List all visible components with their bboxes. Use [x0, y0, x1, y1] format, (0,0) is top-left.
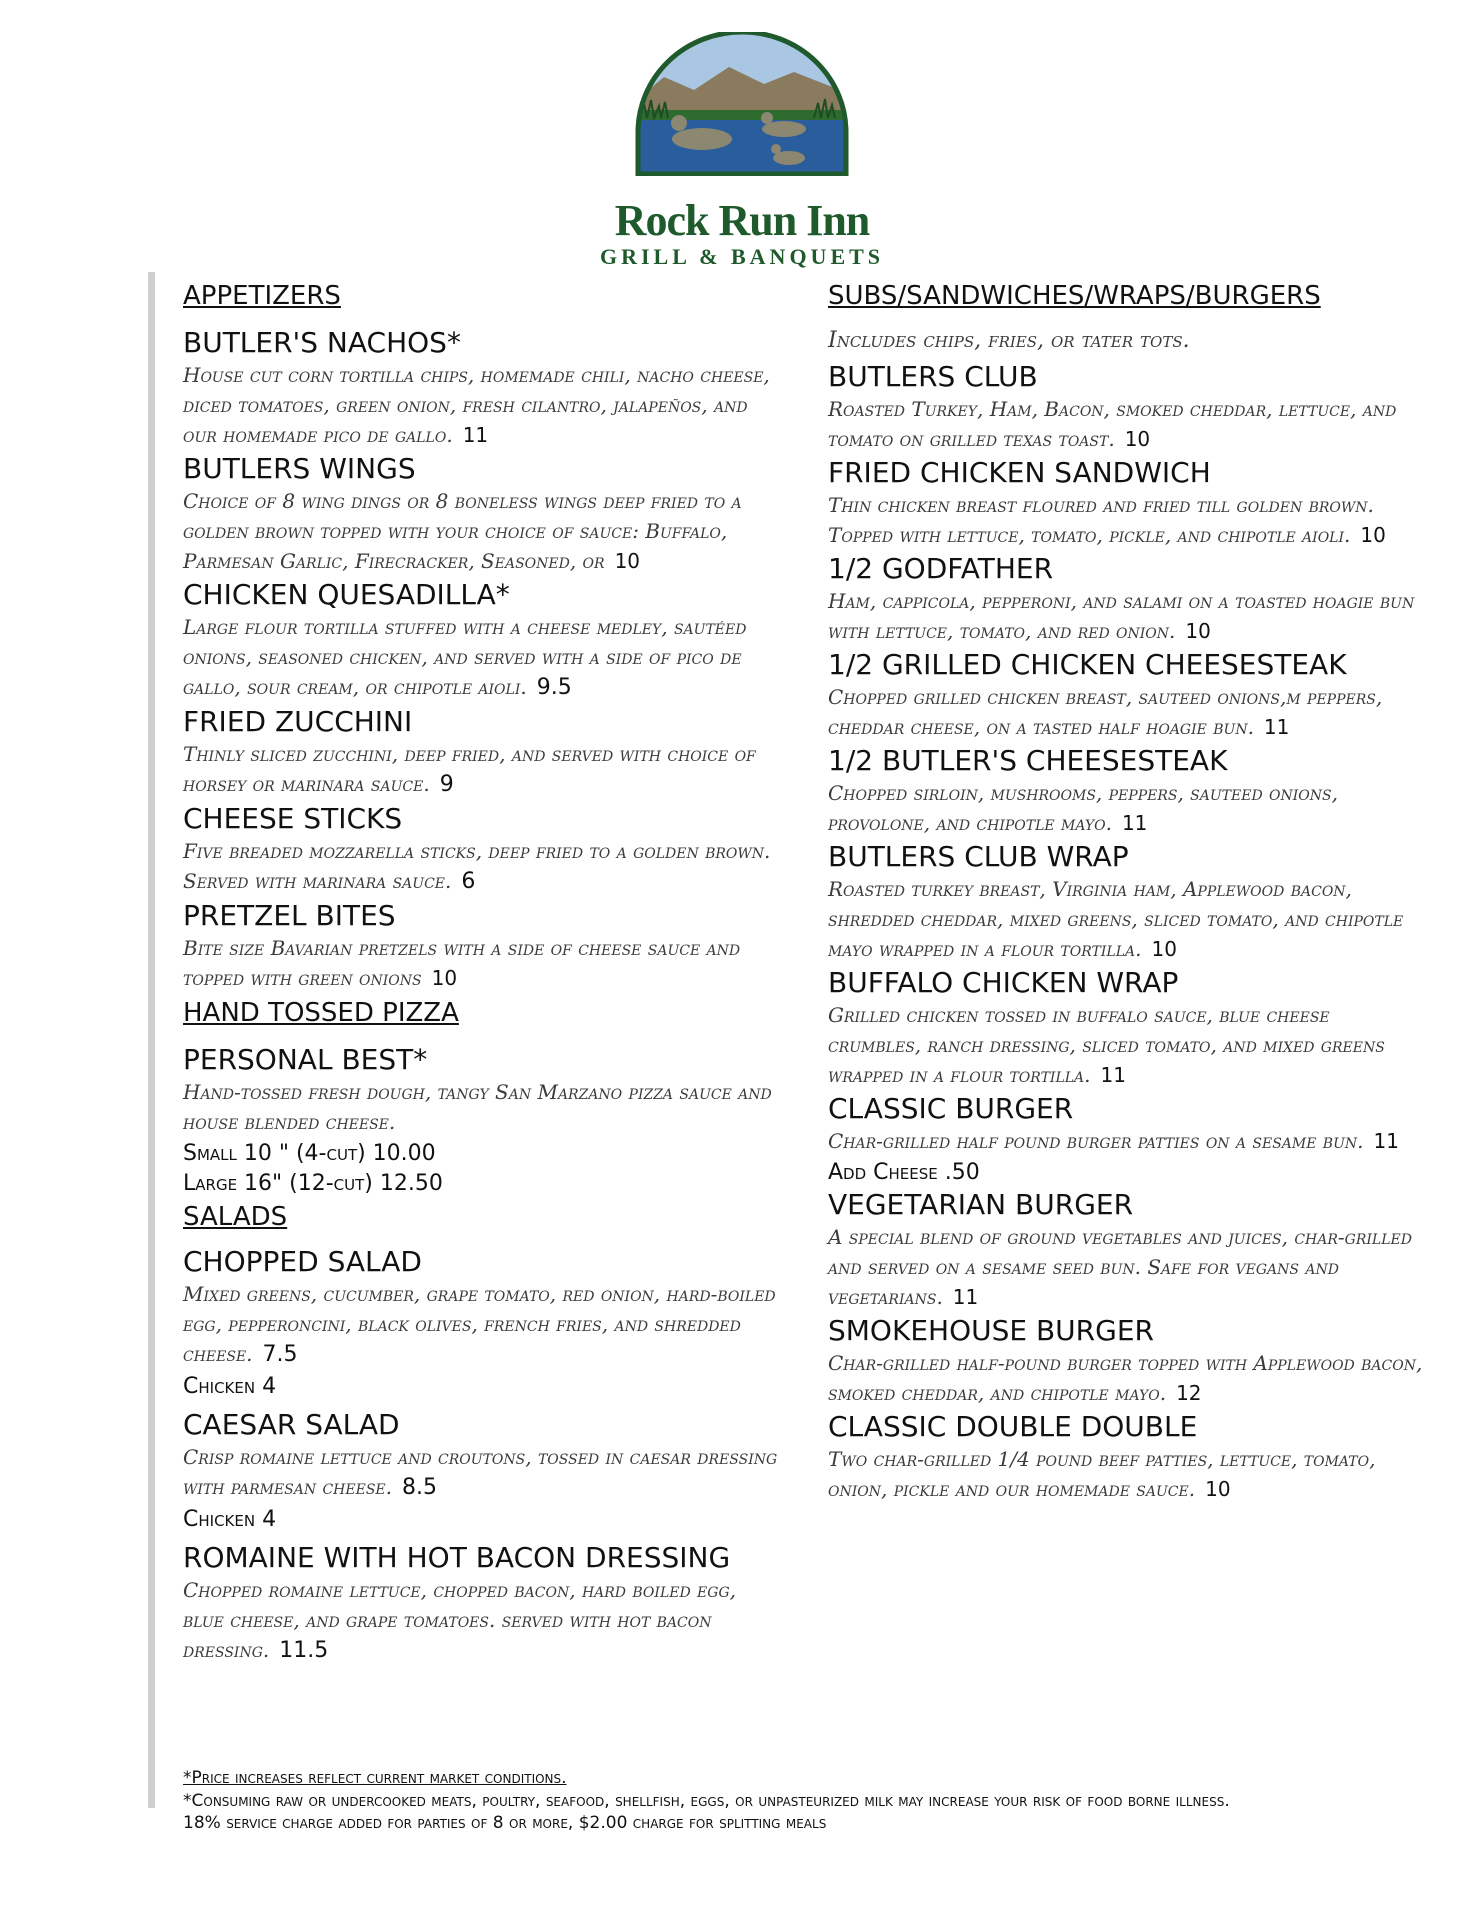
section-title-salads: SALADS: [183, 1202, 288, 1232]
item-add-on: Chicken 4: [183, 1374, 277, 1399]
item-description: House cut corn tortilla chips, homemade chili, nacho cheese, diced tomatoes, green onion, fresh cilantro, jalapeños, and our homemade pico de gallo. 11: [183, 363, 770, 447]
item-price: 10: [614, 549, 641, 573]
item-description: Choice of 8 wing dings or 8 boneless wings deep fried to a golden brown topped with your choice of sauce: Buffalo, Parmesan Garlic, Firecracker, Seasoned, or 10: [183, 489, 742, 573]
item-description: Chopped grilled chicken breast, sauteed onions,m peppers, cheddar cheese, on a tasted half hoagie bun. 11: [828, 685, 1383, 739]
section-intro: Includes chips, fries, or tater tots.: [828, 328, 1190, 353]
menu-item: [828, 744, 1428, 838]
section-title-appetizers: APPETIZERS: [183, 281, 341, 311]
item-description: Mixed greens, cucumber, grape tomato, red onion, hard-boiled egg, pepperoncini, black olives, french fries, and shredded cheese. 7.5: [183, 1282, 776, 1367]
item-name: 1/2 BUTLER'S CHEESESTEAK: [828, 744, 1228, 777]
menu-item: [828, 1410, 1428, 1504]
item-description: Large flour tortilla stuffed with a cheese medley, sautéed onions, seasoned chicken, and served with a side of pico de gallo, sour cream, or chipotle aioli. 9.5: [183, 615, 747, 700]
item-price: 10: [1185, 619, 1211, 643]
brand-name: Rock Run Inn: [614, 196, 870, 245]
menu-item: [828, 966, 1428, 1090]
section-title-pizza: HAND TOSSED PIZZA: [183, 998, 459, 1028]
item-name: CAESAR SALAD: [183, 1408, 400, 1441]
item-name: BUTLERS WINGS: [183, 452, 416, 485]
menu-item: [183, 1245, 783, 1402]
item-name: PERSONAL BEST*: [183, 1043, 428, 1076]
item-description: A special blend of ground vegetables and juices, char-grilled and served on a sesame seed bun. Safe for vegans and vegetarians. 11: [828, 1225, 1412, 1309]
item-price: 9: [439, 772, 454, 797]
item-description: Roasted turkey breast, Virginia ham, Applewood bacon, shredded cheddar, mixed greens, sliced tomato, and chipotle mayo wrapped in a flour tortilla. 10: [828, 877, 1404, 961]
item-description: Five breaded mozzarella sticks, deep fried to a golden brown. Served with marinara sauce. 6: [183, 839, 771, 894]
raw-food-warning: *Consuming raw or undercooked meats, poultry, seafood, shellfish, eggs, or unpasteurized milk may increase your risk of food borne illness.: [183, 1791, 1230, 1811]
menu-item: [183, 326, 783, 450]
item-price: 10: [1360, 523, 1386, 547]
item-name: PRETZEL BITES: [183, 899, 396, 932]
pizza-size-large: Large 16" (12-cut) 12.50: [183, 1171, 443, 1196]
item-name: 1/2 GRILLED CHICKEN CHEESESTEAK: [828, 648, 1347, 681]
menu-item: [828, 360, 1428, 454]
item-price: 11: [462, 423, 489, 447]
item-price: 12: [1176, 1381, 1202, 1405]
item-name: CLASSIC DOUBLE DOUBLE: [828, 1410, 1198, 1443]
item-description: Ham, cappicola, pepperoni, and salami on a toasted hoagie bun with lettuce, tomato, and red onion. 10: [828, 589, 1415, 643]
item-name: CLASSIC BURGER: [828, 1092, 1074, 1125]
duck-pond-emblem: [634, 32, 850, 176]
menu-item: [183, 578, 783, 703]
item-description: Chopped sirloin, mushrooms, peppers, sauteed onions, provolone, and chipotle mayo. 11: [828, 781, 1338, 835]
item-price: 11.5: [279, 1638, 329, 1663]
item-add-on: Add Cheese .50: [828, 1160, 980, 1185]
item-price: 9.5: [536, 675, 572, 700]
item-price: 8.5: [402, 1475, 438, 1500]
menu-item: [183, 1043, 783, 1199]
item-name: CHOPPED SALAD: [183, 1245, 422, 1278]
item-description: Char-grilled half-pound burger topped with Applewood bacon, smoked cheddar, and chipotle mayo. 12: [828, 1351, 1423, 1405]
restaurant-logo: [0, 32, 1484, 270]
item-price: 11: [1263, 715, 1290, 739]
menu-item: [828, 1188, 1428, 1312]
menu-item: [183, 899, 783, 993]
item-name: CHEESE STICKS: [183, 802, 403, 835]
item-description: Bite size Bavarian pretzels with a side of cheese sauce and topped with green onions 10: [183, 936, 741, 990]
item-price: 10: [1124, 427, 1151, 451]
footer-notes: [183, 1766, 1443, 1834]
menu-item: [183, 705, 783, 800]
item-description: Char-grilled half pound burger patties on a sesame bun. 11: [828, 1129, 1399, 1153]
left-column: [183, 278, 783, 1668]
item-description: Two char-grilled 1/4 pound beef patties, lettuce, tomato, onion, pickle and our homemade sauce. 10: [828, 1447, 1376, 1501]
item-name: 1/2 GODFATHER: [828, 552, 1054, 585]
brand-subtitle: GRILL & BANQUETS: [599, 244, 885, 269]
item-name: SMOKEHOUSE BURGER: [828, 1314, 1154, 1347]
item-description: Chopped romaine lettuce, chopped bacon, hard boiled egg, blue cheese, and grape tomatoes. served with hot bacon dressing. 11.5: [183, 1578, 736, 1663]
menu-item: [828, 1314, 1428, 1408]
menu-item: [183, 1408, 783, 1535]
right-column: [828, 278, 1428, 1506]
item-name: BUTLER'S NACHOS*: [183, 326, 461, 359]
menu-item: [828, 840, 1428, 964]
service-charge-note: 18% service charge added for parties of 8 or more, $2.00 charge for splitting meals: [183, 1813, 827, 1833]
item-add-on: Chicken 4: [183, 1507, 277, 1532]
item-price: 10: [431, 966, 458, 990]
item-name: VEGETARIAN BURGER: [828, 1188, 1134, 1221]
menu-item: [828, 456, 1428, 550]
menu-item: [828, 1092, 1428, 1188]
item-name: ROMAINE WITH HOT BACON DRESSING: [183, 1541, 731, 1574]
menu-item: [828, 552, 1428, 646]
price-increase-note: *Price increases reflect current market conditions.: [183, 1768, 567, 1788]
item-name: CHICKEN QUESADILLA*: [183, 578, 510, 611]
item-description: Hand-tossed fresh dough, tangy San Marzano pizza sauce and house blended cheese.: [183, 1080, 772, 1134]
item-price: 10: [1205, 1477, 1231, 1501]
pizza-size-small: Small 10 " (4-cut) 10.00: [183, 1141, 436, 1166]
item-price: 11: [1100, 1063, 1126, 1087]
item-name: FRIED CHICKEN SANDWICH: [828, 456, 1211, 489]
section-title-subs: SUBS/SANDWICHES/WRAPS/BURGERS: [828, 281, 1321, 311]
item-price: 11: [952, 1285, 979, 1309]
item-description: Roasted Turkey, Ham, Bacon, smoked cheddar, lettuce, and tomato on grilled texas toast. 10: [828, 397, 1397, 451]
item-name: FRIED ZUCCHINI: [183, 705, 413, 738]
menu-item: [828, 648, 1428, 742]
item-description: Crisp romaine lettuce and croutons, tossed in caesar dressing with parmesan cheese. 8.5: [183, 1445, 778, 1500]
menu-item: [183, 1541, 783, 1666]
item-description: Thinly sliced zucchini, deep fried, and served with choice of horsey or marinara sauce. 9: [183, 742, 756, 797]
item-price: 11: [1373, 1129, 1399, 1153]
item-price: 11: [1121, 811, 1148, 835]
item-price: 6: [461, 869, 476, 894]
menu-item: [183, 802, 783, 897]
menu-item: [183, 452, 783, 576]
item-name: BUTLERS CLUB WRAP: [828, 840, 1129, 873]
item-price: 7.5: [262, 1342, 298, 1367]
item-name: BUFFALO CHICKEN WRAP: [828, 966, 1179, 999]
item-description: Grilled chicken tossed in buffalo sauce, blue cheese crumbles, ranch dressing, sliced tomato, and mixed greens wrapped in a flour tortilla. 11: [828, 1003, 1385, 1087]
item-price: 10: [1151, 937, 1177, 961]
item-name: BUTLERS CLUB: [828, 360, 1038, 393]
item-description: Thin chicken breast floured and fried till golden brown. Topped with lettuce, tomato, pickle, and chipotle aioli. 10: [828, 493, 1386, 547]
left-margin-bar: [148, 272, 155, 1808]
